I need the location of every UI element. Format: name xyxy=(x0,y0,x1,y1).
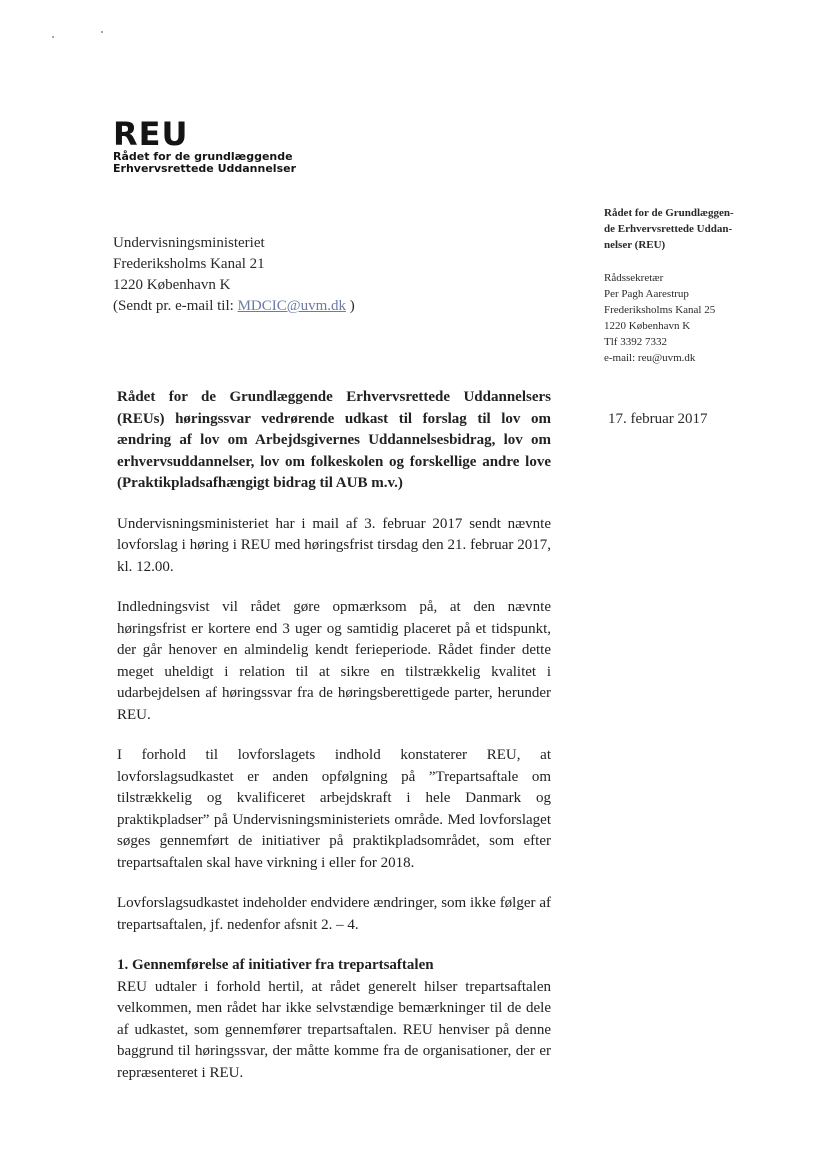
recipient-address xyxy=(113,233,355,317)
sender-name: Per Pagh Aarestrup xyxy=(604,288,689,300)
section-1-heading: 1. Gennemførelse af initiativer fra trepartsaftalen xyxy=(117,957,434,973)
paragraph: Lovforslagsudkastet indeholder endvidere ændringer, som ikke følger af trepartsaftalen, jf. nedenfor afsnit 2. – 4. xyxy=(117,895,551,933)
scan-speck xyxy=(101,31,103,33)
sender-email: e-mail: reu@uvm.dk xyxy=(604,352,696,364)
sender-city: 1220 København K xyxy=(604,320,691,332)
recipient-sent-line xyxy=(113,296,355,317)
recipient-line-2: Frederiksholms Kanal 21 xyxy=(113,256,265,272)
logo-subtitle-line-2: Erhvervsrettede Uddannelser xyxy=(113,162,296,175)
paragraph: Indledningsvist vil rådet gøre opmærksom på, at den nævnte høringsfrist er kortere end 3 uger og samtidig placeret på et tidspunkt, der går henover en almindelig kendt ferieperiode. Rådet finder dette meget uheldigt i relation til at sikre en tilstrækkelig kvalitet i udarbejdelsen af høringssvar fra de høringsberettigede parter, herunder REU. xyxy=(117,599,551,723)
recipient-email-link[interactable]: MDCIC@uvm.dk xyxy=(237,298,346,314)
sender-org-line-2: de Erhvervsrettede Uddan- xyxy=(604,223,733,235)
logo-subtitle-line-1: Rådet for de grundlæggende xyxy=(113,150,293,163)
recipient-line-3: 1220 København K xyxy=(113,277,231,293)
paragraph: I forhold til lovforslagets indhold konstaterer REU, at lovforslagsudkastet er anden opfølgning på ”Trepartsaftale om tilstrækkelig og kvalificeret arbejdskraft i hele Danmark og praktikpladser” på Undervisningsministeriets område. Med lovforslaget søges gennemført de initiativer på praktikpladsområdet, som efter trepartsaftalen skal have virkning i eller for 2018. xyxy=(117,747,551,871)
sender-street: Frederiksholms Kanal 25 xyxy=(604,304,716,316)
letter-date: 17. februar 2017 xyxy=(608,411,708,427)
scan-speck xyxy=(52,36,54,38)
section-1-text: REU udtaler i forhold hertil, at rådet generelt hilser trepartsaftalen velkommen, men rådet har ikke selvstændige bemærkninger til de dele af udkastet, som gennemfører trepartsaftalen. REU henviser på denne baggrund til høringssvar, der måtte komme fra de organisationer, der er repræsenteret i REU. xyxy=(117,978,551,1081)
sender-block xyxy=(604,205,764,366)
recipient-line-1: Undervisningsministeriet xyxy=(113,235,265,251)
subject-heading: Rådet for de Grundlæggende Erhvervsrettede Uddannelsers (REUs) høringssvar vedrørende udkast til forslag til lov om ændring af lov om Arbejdsgivernes Uddannelsesbidrag, lov om erhvervsuddannelser, lov om folkeskolen og forskellige andre love (Praktikpladsafhængigt bidrag til AUB m.v.) xyxy=(117,389,551,491)
sender-org-line-3: nelser (REU) xyxy=(604,239,666,251)
paragraph: Undervisningsministeriet har i mail af 3. februar 2017 sendt nævnte lovforslag i høring i REU med høringsfrist tirsdag den 21. februar 2017, kl. 12.00. xyxy=(117,515,551,575)
sent-suffix: ) xyxy=(345,298,355,314)
sender-role: Rådssekretær xyxy=(604,272,664,284)
sent-prefix: (Sendt pr. e-mail til: xyxy=(113,298,238,314)
sender-org-line-1: Rådet for de Grundlæggen- xyxy=(604,207,734,219)
logo-title: REU xyxy=(113,115,189,153)
letter-body xyxy=(117,387,551,1084)
reu-logo xyxy=(113,117,296,175)
sender-phone: Tlf 3392 7332 xyxy=(604,336,667,348)
